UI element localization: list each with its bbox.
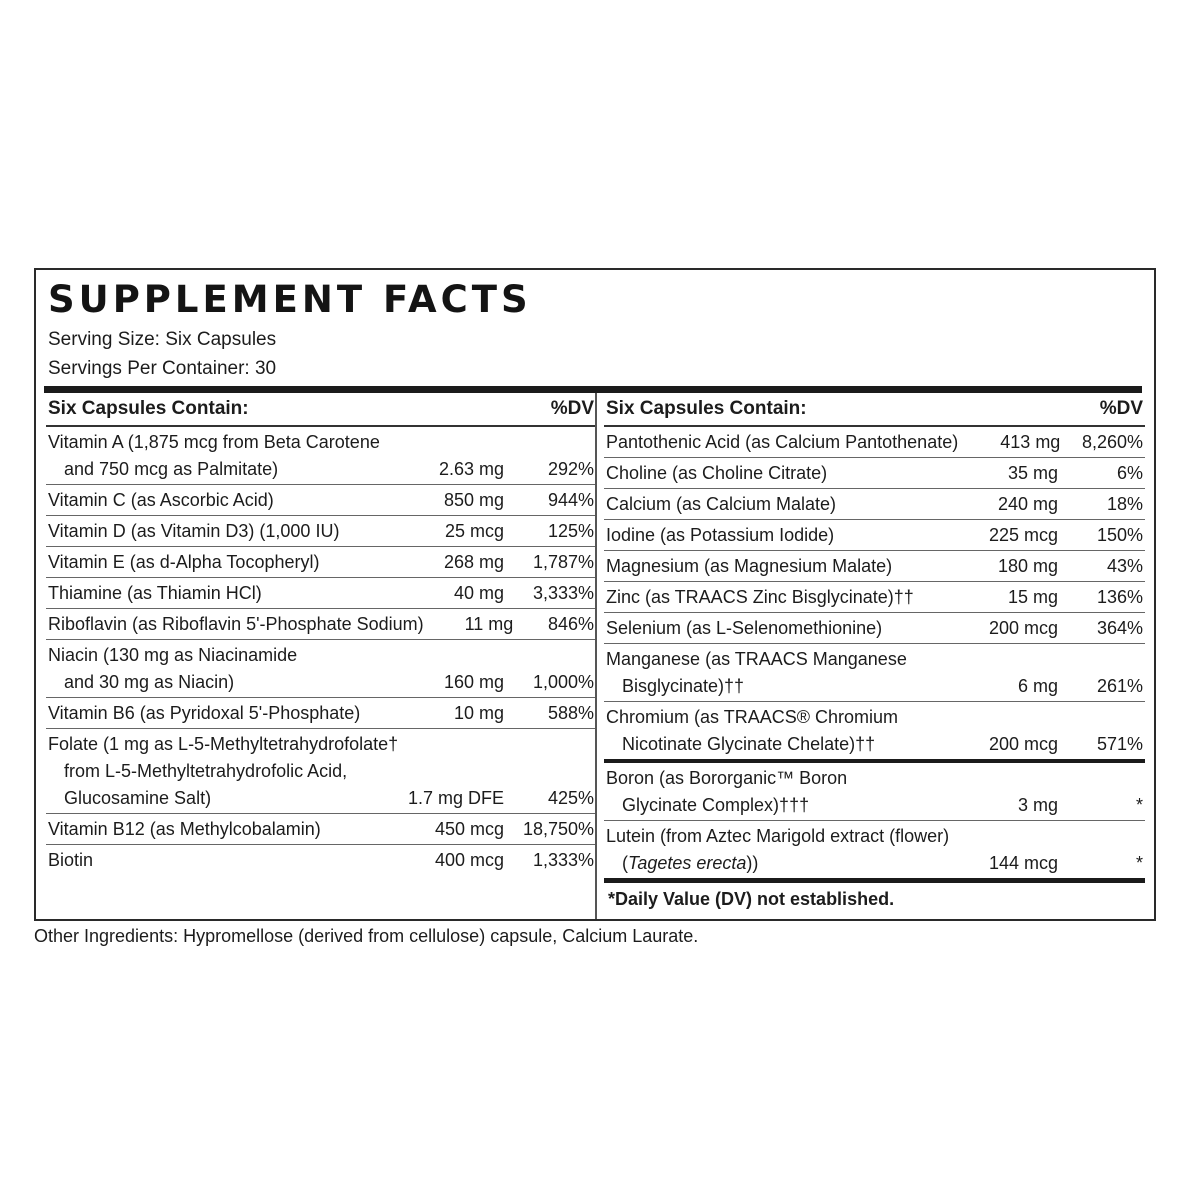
nutrient-name-line: and 30 mg as Niacin) [64, 672, 235, 692]
nutrient-daily-value: * [1135, 795, 1143, 815]
nutrient-daily-value: 18% [1106, 494, 1143, 514]
nutrient-daily-value: 6% [1116, 463, 1143, 483]
nutrient-name-line: Nicotinate Glycinate Chelate)†† [622, 734, 876, 754]
nutrient-daily-value: 292% [547, 459, 594, 479]
nutrient-name-line: Boron (as Bororganic™ Boron [606, 768, 848, 788]
nutrient-name-line: Vitamin D (as Vitamin D3) (1,000 IU) [48, 521, 340, 541]
serving-info [48, 325, 276, 383]
nutrient-name-line: Pantothenic Acid (as Calcium Pantothenate) [606, 432, 959, 452]
nutrient-name-line: Chromium (as TRAACS® Chromium [606, 707, 898, 727]
nutrient-name [48, 847, 404, 874]
nutrient-name [606, 429, 958, 456]
nutrient-row [46, 609, 596, 640]
nutrient-name [48, 429, 404, 483]
nutrient-row [46, 547, 596, 578]
nutrient-row [604, 644, 1145, 702]
nutrient-daily-value: 261% [1096, 676, 1143, 696]
nutrient-daily-value: 3,333% [532, 583, 594, 603]
nutrient-daily-value: * [1135, 853, 1143, 873]
nutrient-amount: 225 mcg [988, 525, 1058, 545]
nutrient-name-line: Bisglycinate)†† [622, 676, 745, 696]
nutrient-row [46, 845, 596, 875]
nutrient-name-line: Selenium (as L-Selenomethionine) [606, 618, 883, 638]
nutrient-name-line: Lutein (from Aztec Marigold extract (flower) [606, 826, 950, 846]
nutrient-name-line: Vitamin A (1,875 mcg from Beta Carotene [48, 432, 380, 452]
nutrient-name [606, 646, 953, 700]
nutrient-amount: 413 mg [1000, 432, 1061, 452]
nutrient-amount: 180 mg [997, 556, 1058, 576]
nutrient-name-line: Iodine (as Potassium Iodide) [606, 525, 835, 545]
nutrient-row [46, 516, 596, 547]
nutrient-daily-value: 150% [1096, 525, 1143, 545]
column-divider [595, 393, 597, 919]
nutrient-name-line: Vitamin E (as d-Alpha Tocopheryl) [48, 552, 320, 572]
nutrient-amount: 160 mg [443, 672, 504, 692]
column-header-dv: %DV [550, 398, 594, 419]
nutrient-name [606, 823, 953, 877]
nutrient-amount: 1.7 mg DFE [407, 788, 504, 808]
nutrient-name [606, 584, 953, 611]
nutrient-name [48, 642, 404, 696]
nutrient-amount: 200 mcg [988, 618, 1058, 638]
nutrient-name [48, 700, 404, 727]
nutrient-daily-value: 425% [547, 788, 594, 808]
nutrient-name [606, 522, 953, 549]
supplement-facts-panel [34, 268, 1156, 921]
nutrient-name-line: Vitamin B6 (as Pyridoxal 5'-Phosphate) [48, 703, 361, 723]
nutrient-daily-value: 1,000% [532, 672, 594, 692]
nutrient-row [46, 427, 596, 485]
nutrient-name [48, 731, 404, 812]
nutrient-daily-value: 125% [547, 521, 594, 541]
nutrient-daily-value: 944% [547, 490, 594, 510]
nutrient-name-line: Riboflavin (as Riboflavin 5'-Phosphate Sodium) [48, 614, 424, 634]
nutrient-amount: 15 mg [1007, 587, 1058, 607]
column-header [46, 393, 596, 427]
nutrient-amount: 400 mcg [434, 850, 504, 870]
nutrient-name-line: (Tagetes erecta)) [622, 853, 759, 873]
nutrient-daily-value: 1,787% [532, 552, 594, 572]
nutrient-daily-value: 571% [1096, 734, 1143, 754]
nutrient-daily-value: 846% [547, 614, 594, 634]
other-ingredients: Other Ingredients: Hypromellose (derived from cellulose) capsule, Calcium Laurate. [34, 926, 699, 946]
nutrient-amount: 11 mg [464, 614, 514, 634]
column-header [604, 393, 1145, 427]
column-header-label: Six Capsules Contain: [48, 398, 249, 419]
nutrient-name [606, 615, 953, 642]
nutrient-name-line: Magnesium (as Magnesium Malate) [606, 556, 893, 576]
nutrient-daily-value: 8,260% [1081, 432, 1143, 452]
nutrient-daily-value: 43% [1106, 556, 1143, 576]
nutrient-name-line: Vitamin B12 (as Methylcobalamin) [48, 819, 321, 839]
nutrient-name [48, 580, 404, 607]
nutrient-row [604, 489, 1145, 520]
nutrient-name-line: Thiamine (as Thiamin HCl) [48, 583, 262, 603]
nutrient-amount: 3 mg [1017, 795, 1058, 815]
nutrient-amount: 40 mg [453, 583, 504, 603]
nutrient-rows [46, 427, 596, 875]
nutrient-row [604, 427, 1145, 458]
column-header-dv: %DV [1099, 398, 1143, 419]
daily-value-footnote: *Daily Value (DV) not established. [608, 889, 895, 909]
nutrient-name-line: Folate (1 mg as L-5-Methyltetrahydrofolate† [48, 734, 399, 754]
column-header-label: Six Capsules Contain: [606, 398, 807, 419]
nutrient-name-line: Manganese (as TRAACS Manganese [606, 649, 907, 669]
serving-size: Serving Size: Six Capsules [48, 329, 277, 350]
nutrient-row [46, 485, 596, 516]
nutrient-name-line: Calcium (as Calcium Malate) [606, 494, 837, 514]
nutrient-row [46, 729, 596, 814]
nutrient-daily-value: 136% [1096, 587, 1143, 607]
nutrient-row [604, 458, 1145, 489]
nutrient-amount: 200 mcg [988, 734, 1058, 754]
nutrient-amount: 25 mcg [444, 521, 504, 541]
nutrient-row [604, 551, 1145, 582]
nutrient-name [48, 518, 404, 545]
nutrient-name-line: and 750 mcg as Palmitate) [64, 459, 279, 479]
nutrient-name [48, 816, 404, 843]
panel-title: SUPPLEMENT FACTS [48, 278, 532, 321]
nutrient-name-line: Biotin [48, 850, 94, 870]
thick-divider-rule [44, 386, 1142, 393]
servings-per-container: Servings Per Container: 30 [48, 358, 277, 379]
right-nutrient-column [604, 393, 1145, 916]
nutrient-amount: 35 mg [1007, 463, 1058, 483]
nutrient-name-line: Glucosamine Salt) [64, 788, 212, 808]
nutrient-row [604, 821, 1145, 883]
nutrient-row [604, 520, 1145, 551]
nutrient-daily-value: 18,750% [522, 819, 594, 839]
nutrient-daily-value: 364% [1096, 618, 1143, 638]
nutrient-amount: 240 mg [997, 494, 1058, 514]
nutrient-amount: 10 mg [453, 703, 504, 723]
nutrient-row [46, 698, 596, 729]
nutrient-name [606, 460, 953, 487]
nutrient-name [48, 487, 404, 514]
left-nutrient-column [46, 393, 596, 875]
nutrient-row [604, 763, 1145, 821]
nutrient-name [606, 491, 953, 518]
nutrient-daily-value: 1,333% [532, 850, 594, 870]
nutrient-name-line: Niacin (130 mg as Niacinamide [48, 645, 298, 665]
nutrient-name-line: Choline (as Choline Citrate) [606, 463, 828, 483]
nutrient-amount: 450 mcg [434, 819, 504, 839]
nutrient-row [604, 702, 1145, 763]
nutrient-rows [604, 427, 1145, 883]
nutrient-name-line: Zinc (as TRAACS Zinc Bisglycinate)†† [606, 587, 914, 607]
nutrient-row [604, 582, 1145, 613]
nutrient-name [606, 704, 953, 758]
nutrient-name [48, 611, 424, 638]
nutrient-amount: 850 mg [443, 490, 504, 510]
nutrient-row [604, 613, 1145, 644]
nutrient-name [48, 549, 404, 576]
nutrient-row [46, 578, 596, 609]
nutrient-name-line: Vitamin C (as Ascorbic Acid) [48, 490, 274, 510]
nutrient-name-line: from L-5-Methyltetrahydrofolic Acid, [64, 761, 348, 781]
nutrient-amount: 144 mcg [988, 853, 1058, 873]
nutrient-daily-value: 588% [547, 703, 594, 723]
nutrient-name [606, 765, 953, 819]
nutrient-row [46, 814, 596, 845]
nutrient-name [606, 553, 953, 580]
nutrient-name-line: Glycinate Complex)††† [622, 795, 810, 815]
nutrient-amount: 268 mg [443, 552, 504, 572]
nutrient-row [46, 640, 596, 698]
nutrient-amount: 2.63 mg [438, 459, 504, 479]
nutrient-amount: 6 mg [1017, 676, 1058, 696]
